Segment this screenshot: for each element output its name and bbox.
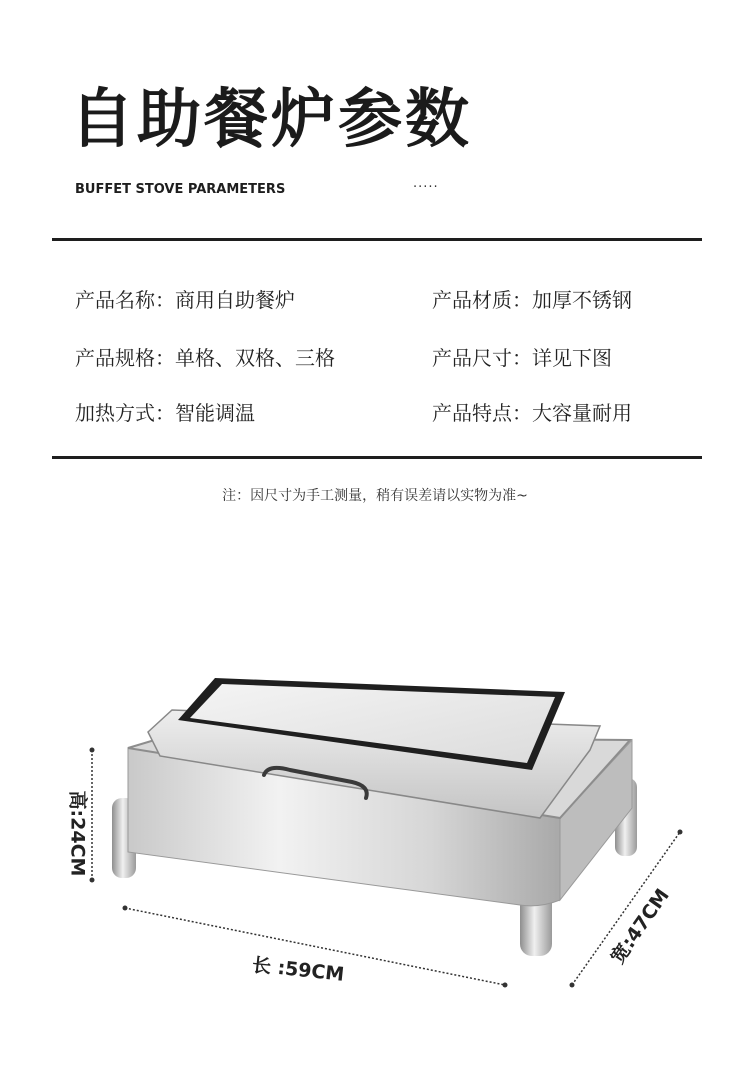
length-label: 长 :59CM bbox=[250, 954, 346, 986]
spec-product-feature: 产品特点：大容量耐用 bbox=[432, 401, 632, 425]
width-label: 宽:47CM bbox=[606, 884, 674, 968]
buffet-stove-illustration bbox=[0, 560, 750, 1040]
decorative-dots: ····· bbox=[413, 180, 439, 195]
spec-product-spec: 产品规格：单格、双格、三格 bbox=[75, 346, 335, 370]
spec-product-size: 产品尺寸：详见下图 bbox=[432, 346, 612, 370]
height-label: 高:24CM bbox=[66, 790, 89, 877]
page-title: 自助餐炉参数 bbox=[70, 83, 472, 157]
bottom-divider bbox=[52, 456, 702, 459]
page-subtitle: BUFFET STOVE PARAMETERS bbox=[75, 182, 286, 197]
spec-heating-method: 加热方式：智能调温 bbox=[75, 401, 255, 425]
top-divider bbox=[52, 238, 702, 241]
spec-product-name: 产品名称：商用自助餐炉 bbox=[75, 288, 295, 312]
measurement-note: 注：因尺寸为手工测量，稍有误差请以实物为准~ bbox=[222, 488, 528, 504]
spec-product-material: 产品材质：加厚不锈钢 bbox=[432, 288, 632, 312]
